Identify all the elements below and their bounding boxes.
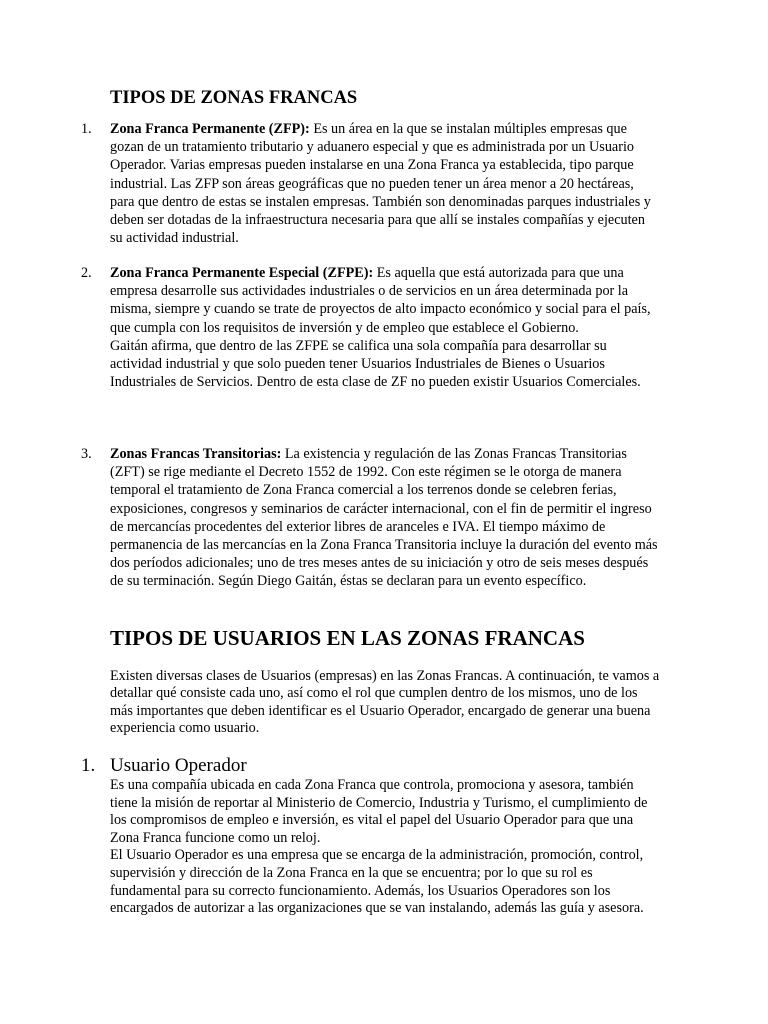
list-item-paragraph bbox=[110, 445, 660, 591]
subheading-usuario-operador bbox=[81, 754, 247, 778]
usuario-operador-body bbox=[110, 777, 660, 918]
list-number: 1. bbox=[81, 121, 92, 137]
list-item-text: Es aquella que está autorizada para que una empresa desarrolle sus actividades industriales o de servicios en un área determinada por la misma, siempre y cuando se trate de proyectos de alto impacto económico y social para el país, que cumpla con los requisitos de inversión y de empleo que establece el Gobierno. bbox=[110, 265, 651, 336]
list-item-term: Zonas Francas Transitorias: bbox=[110, 446, 282, 462]
list-item-text: Es un área en la que se instalan múltiples empresas que gozan de un tratamiento tributario y aduanero especial y que es administrada por un Usuario Operador. Varias empresas pueden instalarse en una Zona Franca ya establecida, tipo parque industrial. Las ZFP son áreas geográficas que no pueden tener un área menor a 20 hectáreas, para que dentro de estas se instalen empresas. También son denominadas parques industriales y deben ser dotadas de la infraestructura necesaria para que allí se instales compañías y ejecuten su actividad industrial. bbox=[110, 121, 651, 247]
usuario-operador-paragraph-1: Es una compañía ubicada en cada Zona Franca que controla, promociona y asesora, también tiene la misión de reportar al Ministerio de Comercio, Industria y Turismo, el cumplimiento de los compromisos de empleo e inversión, es vital el papel del Usuario Operador para que una Zona Franca funcione como un reloj. bbox=[110, 777, 648, 846]
list-item-paragraph bbox=[110, 264, 660, 337]
subheading-number: 1. bbox=[81, 755, 96, 776]
list-item-zfp bbox=[81, 120, 660, 247]
list-number: 3. bbox=[81, 446, 92, 462]
list-item-term: Zona Franca Permanente Especial (ZFPE): bbox=[110, 265, 374, 281]
list-item-extra-paragraph: Gaitán afirma, que dentro de las ZFPE se califica una sola compañía para desarrollar su actividad industrial y que solo pueden tener Usuarios Industriales de Bienes o Usuarios Industriales de Servicios. Dentro de esta clase de ZF no pueden existir Usuarios Comerciales. bbox=[110, 337, 641, 391]
intro-paragraph: Existen diversas clases de Usuarios (empresas) en las Zonas Francas. A continuación, te vamos a detallar qué consiste cada uno, así como el rol que cumplen dentro de los mismos, uno de los más importantes que deben identificar es el Usuario Operador, encargado de generar una buena experiencia como usuario. bbox=[110, 668, 660, 737]
subheading-title: Usuario Operador bbox=[110, 755, 247, 776]
list-number: 2. bbox=[81, 265, 92, 281]
usuario-operador-paragraph-2: El Usuario Operador es una empresa que se encarga de la administración, promoción, control, supervisión y dirección de la Zona Franca en la que se encuentra; por lo que su rol es fundamental para su correcto funcionamiento. Además, los Usuarios Operadores son los encargados de autorizar a las organizaciones que se van instalando, además las guía y asesora. bbox=[110, 847, 644, 917]
list-item-zft bbox=[81, 445, 660, 591]
list-item-zfpe bbox=[81, 264, 660, 391]
heading-tipos-usuarios: TIPOS DE USUARIOS EN LAS ZONAS FRANCAS bbox=[110, 626, 585, 650]
list-item-paragraph bbox=[110, 120, 660, 247]
list-item-term: Zona Franca Permanente (ZFP): bbox=[110, 121, 310, 137]
list-item-text: La existencia y regulación de las Zonas Francas Transitorias (ZFT) se rige mediante el Decreto 1552 de 1992. Con este régimen se le otorga de manera temporal el tratamiento de Zona Franca comercial a los terrenos donde se celebren ferias, exposiciones, congresos y seminarios de carácter internacional, con el fin de permitir el ingreso de mercancías procedentes del exterior libres de aranceles e IVA. El tiempo máximo de permanencia de las mercancías en la Zona Franca Transitoria incluye la duración del evento más dos períodos adicionales; uno de tres meses antes de su iniciación y otro de seis meses después de su terminación. Según Diego Gaitán, éstas se declaran para un evento específico. bbox=[110, 446, 658, 590]
heading-tipos-zonas-francas: TIPOS DE ZONAS FRANCAS bbox=[110, 88, 358, 108]
